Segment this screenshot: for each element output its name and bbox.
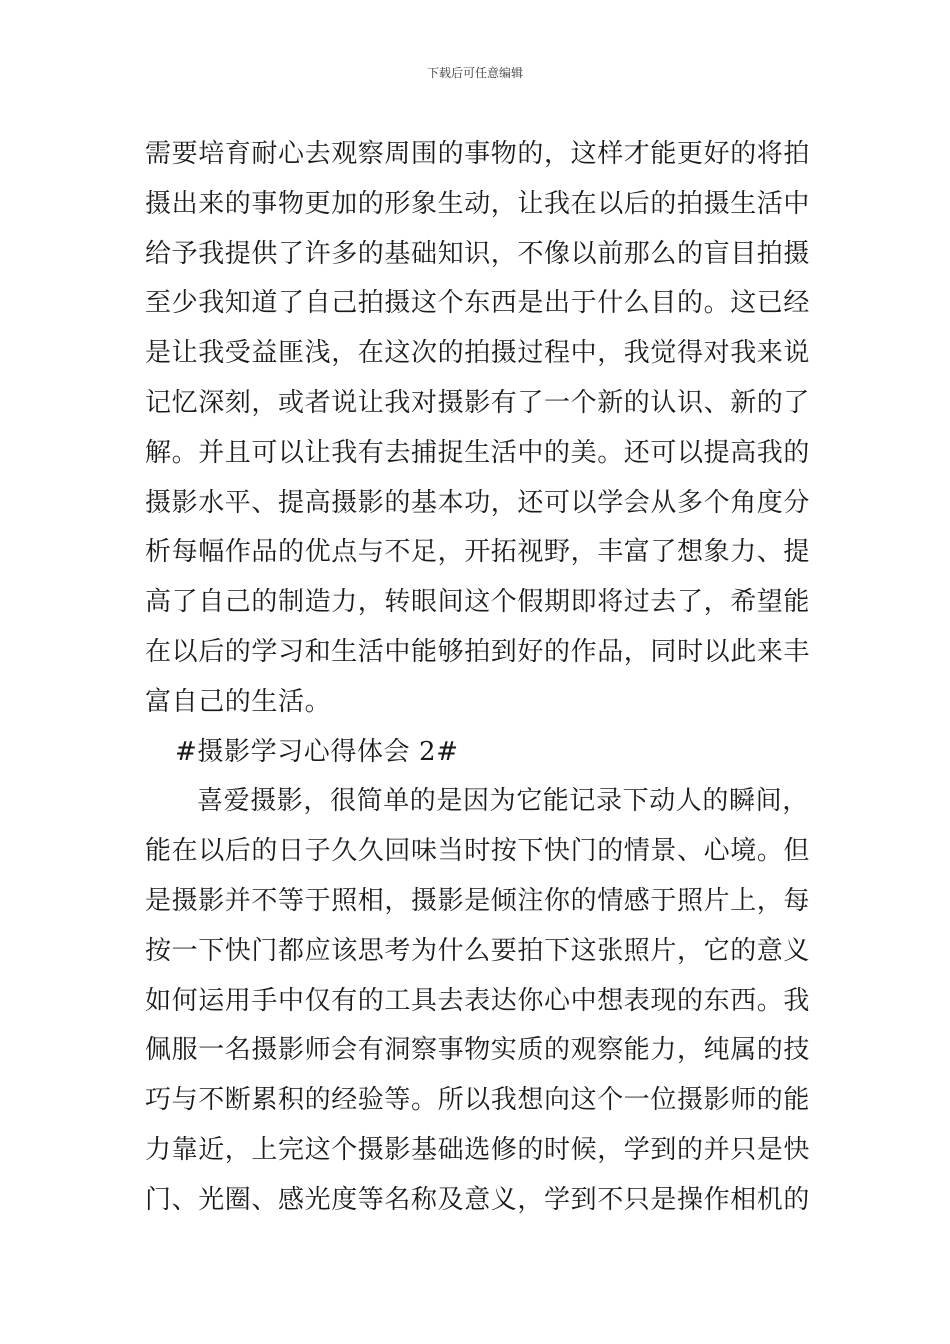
text-line: 摄影水平、提高摄影的基本功，还可以学会从多个角度分 bbox=[145, 487, 811, 518]
text-line: 在以后的学习和生活中能够拍到好的作品，同时以此来丰 bbox=[145, 636, 811, 667]
paragraph-2 bbox=[145, 777, 815, 1225]
paragraph-1 bbox=[145, 130, 815, 728]
document-body bbox=[145, 130, 815, 1226]
text-line: 给予我提供了许多的基础知识，不像以前那么的盲目拍摄 bbox=[145, 238, 811, 269]
text-line: 巧与不断累积的经验等。所以我想向这个一位摄影师的能 bbox=[145, 1085, 811, 1116]
text-line: 高了自己的制造力，转眼间这个假期即将过去了，希望能 bbox=[145, 587, 811, 618]
text-line: 记忆深刻，或者说让我对摄影有了一个新的认识、新的了 bbox=[145, 387, 811, 418]
section-heading: #摄影学习心得体会 2# bbox=[175, 736, 459, 767]
text-line: 解。并且可以让我有去捕捉生活中的美。还可以提高我的 bbox=[145, 437, 811, 468]
text-line: 富自己的生活。 bbox=[145, 686, 332, 717]
text-line: 需要培育耐心去观察周围的事物的，这样才能更好的将拍 bbox=[145, 139, 811, 169]
text-line: 门、光圈、感光度等名称及意义，学到不只是操作相机的 bbox=[145, 1184, 811, 1215]
text-line: 喜爱摄影，很简单的是因为它能记录下动人的瞬间， bbox=[197, 786, 809, 817]
page-header: 下载后可任意编辑 bbox=[426, 66, 523, 80]
text-line: 如何运用手中仅有的工具去表达你心中想表现的东西。我 bbox=[145, 985, 811, 1016]
text-line: 摄出来的事物更加的形象生动，让我在以后的拍摄生活中 bbox=[145, 188, 811, 219]
text-line: 是摄影并不等于照相，摄影是倾注你的情感于照片上，每 bbox=[145, 885, 811, 916]
text-line: 力靠近，上完这个摄影基础选修的时候，学到的并只是快 bbox=[145, 1134, 811, 1165]
text-line: 佩服一名摄影师会有洞察事物实质的观察能力，纯属的技 bbox=[145, 1035, 811, 1066]
text-line: 至少我知道了自己拍摄这个东西是出于什么目的。这已经 bbox=[145, 288, 811, 319]
text-line: 按一下快门都应该思考为什么要拍下这张照片，它的意义 bbox=[145, 935, 811, 966]
text-line: 能在以后的日子久久回味当时按下快门的情景、心境。但 bbox=[145, 836, 811, 867]
text-line: 析每幅作品的优点与不足，开拓视野，丰富了想象力、提 bbox=[145, 537, 811, 568]
text-line: 是让我受益匪浅，在这次的拍摄过程中，我觉得对我来说 bbox=[145, 338, 811, 369]
